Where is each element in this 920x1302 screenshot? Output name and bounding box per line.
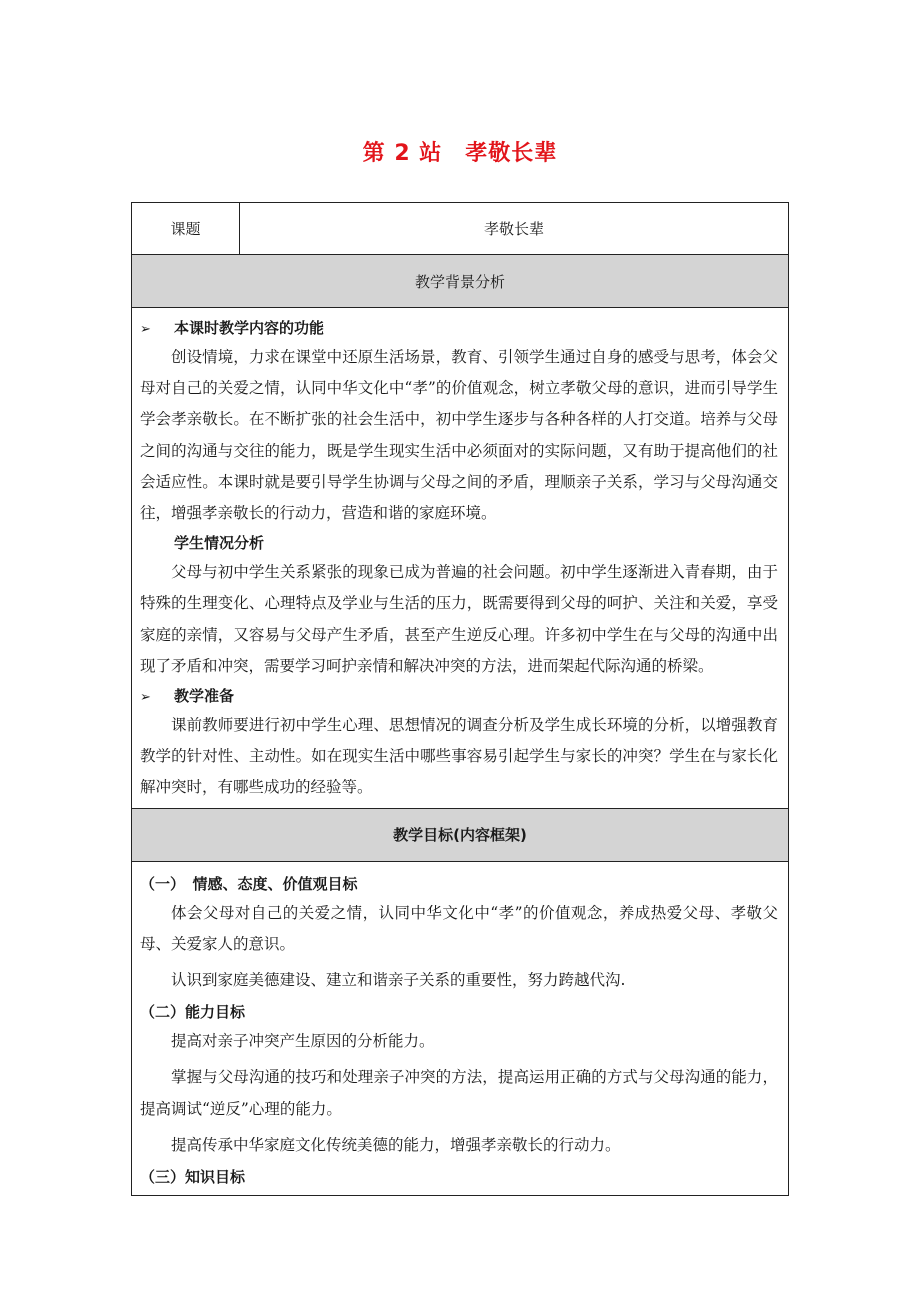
preparation-heading xyxy=(140,682,778,710)
content-function-heading xyxy=(140,314,778,342)
objectives-header-row xyxy=(132,808,789,861)
lesson-plan-table xyxy=(131,202,789,1196)
objectives-body-row xyxy=(132,861,789,1195)
ability-objective-heading: （二）能力目标 xyxy=(140,1003,246,1022)
emotion-objective-paragraph: 体会父母对自己的关爱之情，认同中华文化中“孝”的价值观念，养成热爱父母、孝敬父母、关爱家人的意识。 xyxy=(140,903,778,953)
student-analysis-heading: 学生情况分析 xyxy=(174,534,265,553)
objectives-body xyxy=(132,861,789,1195)
background-body-row xyxy=(132,308,789,809)
topic-label: 课题 xyxy=(132,203,240,255)
ability-objective-paragraph: 提高对亲子冲突产生原因的分析能力。 xyxy=(171,1032,435,1051)
content-function-heading-text: 本课时教学内容的功能 xyxy=(174,319,325,337)
knowledge-objective-heading: （三）知识目标 xyxy=(140,1168,246,1187)
ability-objective-paragraph: 掌握与父母沟通的技巧和处理亲子冲突的方法，提高运用正确的方式与父母沟通的能力，提高调试“逆反”心理的能力。 xyxy=(140,1068,778,1118)
page-title: 第 2 站 孝敬长辈 xyxy=(362,141,558,166)
topic-row xyxy=(132,203,789,255)
ability-objective-paragraph: 提高传承中华家庭文化传统美德的能力，增强孝亲敬长的行动力。 xyxy=(171,1135,621,1154)
background-body xyxy=(132,308,789,809)
preparation-heading-text: 教学准备 xyxy=(174,687,235,706)
arrow-bullet-icon: ➢ xyxy=(140,322,151,337)
topic-value: 孝敬长辈 xyxy=(240,203,789,255)
student-analysis-paragraph: 父母与初中学生关系紧张的现象已成为普遍的社会问题。初中学生逐渐进入青春期，由于特殊的生理变化、心理特点及学业与生活的压力，既需要得到父母的呵护、关注和关爱，享受家庭的亲情，又容易与父母产生矛盾，甚至产生逆反心理。许多初中学生在与父母的沟通中出现了矛盾和冲突，需要学习呵护亲情和解决冲突的方法，进而架起代际沟通的桥梁。 xyxy=(140,563,778,675)
objectives-section-header: 教学目标(内容框架) xyxy=(132,808,789,861)
arrow-bullet-icon: ➢ xyxy=(140,690,151,706)
background-header-row xyxy=(132,255,789,308)
background-section-header: 教学背景分析 xyxy=(132,255,789,308)
content-function-paragraph: 创设情境，力求在课堂中还原生活场景，教育、引领学生通过自身的感受与思考，体会父母对自己的关爱之情，认同中华文化中“孝”的价值观念，树立孝敬父母的意识，进而引导学生学会孝亲敬长。在不断扩张的社会生活中，初中学生逐步与各种各样的人打交道。培养与父母之间的沟通与交往的能力，既是学生现实生活中必须面对的实际问题，又有助于提高他们的社会适应性。本课时就是要引导学生协调与父母之间的矛盾，理顺亲子关系，学习与父母沟通交往，增强孝亲敬长的行动力，营造和谐的家庭环境。 xyxy=(140,348,778,523)
emotion-objective-heading: （一） 情感、态度、价值观目标 xyxy=(140,874,358,893)
preparation-paragraph: 课前教师要进行初中学生心理、思想情况的调查分析及学生成长环境的分析，以增强教育教学的针对性、主动性。如在现实生活中哪些事容易引起学生与家长的冲突？学生在与家长化解冲突时，有哪些成功的经验等。 xyxy=(140,716,778,797)
emotion-objective-paragraph: 认识到家庭美德建设、建立和谐亲子关系的重要性，努力跨越代沟. xyxy=(171,971,626,990)
